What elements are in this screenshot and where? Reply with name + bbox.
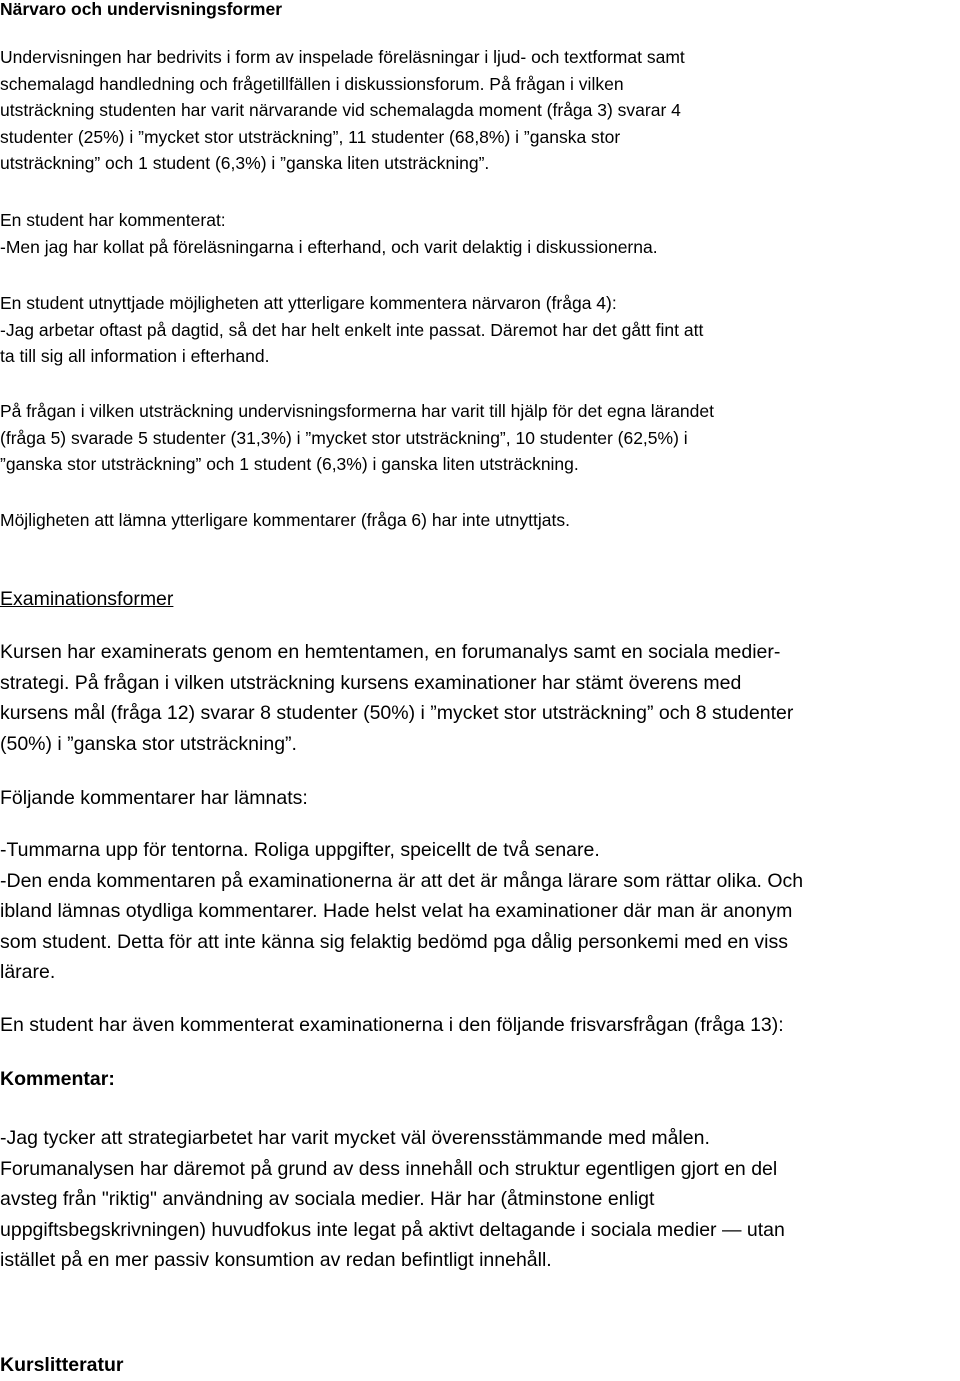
paragraph-student-comment-2: [0, 290, 960, 370]
text-line: Möjligheten att lämna ytterligare kommentarer (fråga 6) har inte utnyttjats.: [0, 510, 570, 530]
paragraph-undervisning: [0, 44, 960, 177]
paragraph-comments-list: [0, 835, 960, 988]
text-line: Forumanalysen har däremot på grund av dess innehåll och struktur egentligen gjort en del: [0, 1157, 778, 1180]
text-line: istället på en mer passiv konsumtion av redan befintligt innehåll.: [0, 1249, 552, 1272]
text-line: lärare.: [0, 961, 56, 984]
text-line: uppgiftsbegskrivningen) huvudfokus inte legat på aktivt deltagande i sociala medier — utan: [0, 1218, 785, 1241]
comment-label: [0, 1064, 960, 1095]
paragraph-strategiarbetet: [0, 1123, 960, 1276]
paragraph-frisvarsfragan: [0, 1010, 960, 1041]
text-line: strategi. På frågan i vilken utsträckning kursens examinationer har stämt överens med: [0, 671, 742, 694]
text-line: En student har även kommenterat examinationerna i den följande frisvarsfrågan (fråga 13):: [0, 1014, 784, 1036]
text-line: kursens mål (fråga 12) svarar 8 studenter (50%) i ”mycket stor utsträckning” och 8 studenter: [0, 702, 794, 725]
text-line: En student utnyttjade möjligheten att ytterligare kommentera närvaron (fråga 4):: [0, 293, 617, 313]
section-heading-examinationsformer: [0, 584, 960, 615]
paragraph-student-comment-1: [0, 207, 960, 260]
paragraph-foljande-kommentarer: [0, 783, 960, 814]
text-line: schemalagd handledning och frågetillfällen i diskussionsforum. På frågan i vilken: [0, 73, 624, 94]
heading-text: Examinationsformer: [0, 588, 174, 610]
text-line: På frågan i vilken utsträckning undervisningsformerna har varit till hjälp för det egna lärandet: [0, 401, 714, 421]
text-line: ta till sig all information i efterhand.: [0, 346, 270, 366]
heading-text: Kurslitteratur: [0, 1354, 124, 1376]
paragraph-undervisningsformer: [0, 398, 960, 478]
section-heading-kurslitteratur: [0, 1350, 960, 1381]
text-line: utsträckning” och 1 student (6,3%) i ”ganska liten utsträckning”.: [0, 153, 490, 173]
text-line: (50%) i ”ganska stor utsträckning”.: [0, 732, 297, 755]
text-line: studenter (25%) i ”mycket stor utsträckning”, 11 studenter (68,8%) i ”ganska stor: [0, 126, 621, 147]
paragraph-mojligheten: [0, 507, 960, 534]
text-line: En student har kommenterat:: [0, 210, 226, 230]
text-line: som student. Detta för att inte känna sig felaktig bedömd pga dålig personkemi med en viss: [0, 930, 789, 953]
text-line: -Men jag har kollat på föreläsningarna i efterhand, och varit delaktig i diskussionerna.: [0, 236, 658, 257]
text-line: -Den enda kommentaren på examinationerna är att det är många lärare som rättar olika. Och: [0, 869, 804, 892]
text-line: -Jag tycker att strategiarbetet har varit mycket väl överensstämmande med målen.: [0, 1127, 710, 1149]
text-line: -Jag arbetar oftast på dagtid, så det har helt enkelt inte passat. Däremot har det gått fint att: [0, 319, 704, 340]
text-line: ibland lämnas otydliga kommentarer. Hade helst velat ha examinationer där man är anonym: [0, 900, 793, 923]
text-line: Följande kommentarer har lämnats:: [0, 787, 308, 809]
heading-text: Närvaro och undervisningsformer: [0, 0, 283, 19]
paragraph-examination: [0, 637, 960, 759]
text-line: utsträckning studenten har varit närvarande vid schemalagda moment (fråga 3) svarar 4: [0, 100, 681, 120]
text-line: -Tummarna upp för tentorna. Roliga uppgifter, speicellt de två senare.: [0, 839, 600, 861]
text-line: ”ganska stor utsträckning” och 1 student (6,3%) i ganska liten utsträckning.: [0, 454, 579, 474]
text-line: (fråga 5) svarade 5 studenter (31,3%) i ”mycket stor utsträckning”, 10 studenter (62,5%) i: [0, 427, 688, 448]
text-line: Undervisningen har bedrivits i form av inspelade föreläsningar i ljud- och textformat samt: [0, 47, 685, 67]
text-line: avsteg från "riktig" användning av sociala medier. Här har (åtminstone enligt: [0, 1188, 655, 1211]
label-text: Kommentar:: [0, 1068, 115, 1090]
section-heading-narvaro: [0, 0, 960, 23]
text-line: Kursen har examinerats genom en hemtentamen, en forumanalys samt en sociala medier-: [0, 641, 781, 663]
